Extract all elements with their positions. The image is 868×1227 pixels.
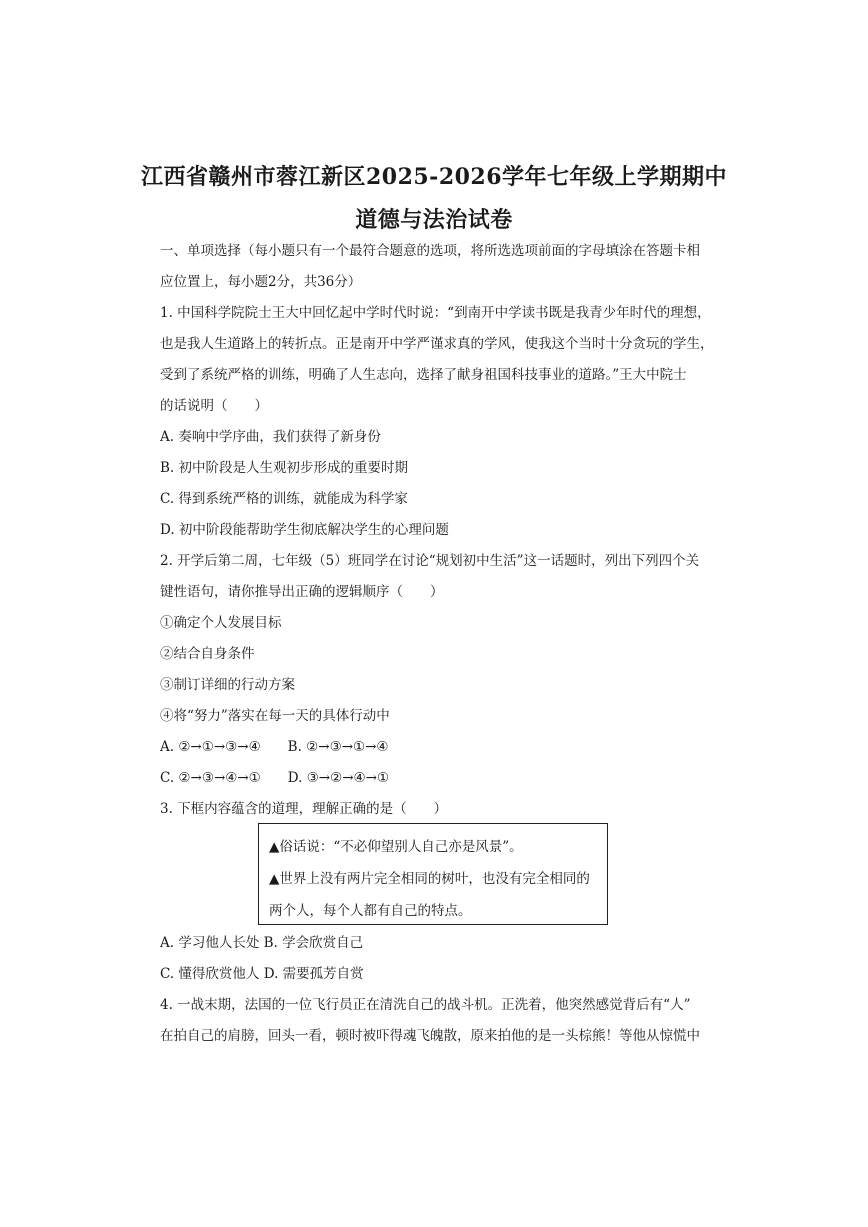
q2-item-2: ②结合自身条件: [160, 646, 255, 662]
q1-option-c: C. 得到系统严格的训练，就能成为科学家: [160, 491, 408, 507]
q1-stem-cont: 的话说明（ ）: [160, 398, 268, 414]
q3-box-line2: ▲世界上没有两片完全相同的树叶，也没有完全相同的: [269, 871, 590, 887]
q2-item-3: ③制订详细的行动方案: [160, 677, 295, 693]
q2-stem: 2. 开学后第二周，七年级（5）班同学在讨论“规划初中生活”这一话题时，列出下列四个关: [160, 553, 700, 569]
q1-stem-cont: 也是我人生道路上的转折点。正是南开中学严谨求真的学风，使我这个当时十分贪玩的学生，: [160, 336, 714, 352]
q3-options-cd: C. 懂得欣赏他人 D. 需要孤芳自赏: [160, 966, 364, 982]
q4-stem-cont: 在拍自己的肩膀，回头一看，顿时被吓得魂飞魄散，原来拍他的是一头棕熊！等他从惊慌中: [160, 1028, 700, 1044]
exam-title-line1: 江西省赣州市蓉江新区2025-2026学年七年级上学期期中: [140, 164, 728, 190]
q2-options-ab: A. ②→①→③→④ B. ②→③→①→④: [160, 739, 389, 755]
section-heading-cont: 应位置上，每小题2分，共36分）: [160, 274, 362, 290]
q3-stem: 3. 下框内容蕴含的道理，理解正确的是（ ）: [160, 801, 448, 817]
exam-title-line2: 道德与法治试卷: [355, 207, 513, 233]
q1-option-a: A. 奏响中学序曲，我们获得了新身份: [160, 429, 381, 445]
q1-stem: 1. 中国科学院院士王大中回忆起中学时代时说：“到南开中学读书既是我青少年时代的理想，: [160, 305, 711, 321]
q1-stem-cont: 受到了系统严格的训练，明确了人生志向，选择了献身祖国科技事业的道路。”王大中院士: [160, 367, 687, 383]
section-heading: 一、单项选择（每小题只有一个最符合题意的选项，将所选选项前面的字母填涂在答题卡相: [160, 243, 700, 259]
q2-stem-cont: 键性语句，请你推导出正确的逻辑顺序（ ）: [160, 584, 444, 600]
q3-box-line1: ▲俗话说：“不必仰望别人自己亦是风景”。: [269, 839, 523, 855]
q3-options-ab: A. 学习他人长处 B. 学会欣赏自己: [160, 935, 364, 951]
q4-stem: 4. 一战末期，法国的一位飞行员正在清洗自己的战斗机。正洗着，他突然感觉背后有“人”: [160, 997, 691, 1013]
q1-option-b: B. 初中阶段是人生观初步形成的重要时期: [160, 460, 409, 476]
q2-item-4: ④将“努力”落实在每一天的具体行动中: [160, 708, 390, 724]
q2-options-cd: C. ②→③→④→① D. ③→②→④→①: [160, 770, 390, 786]
q3-box-line3: 两个人，每个人都有自己的特点。: [269, 903, 472, 919]
q2-item-1: ①确定个人发展目标: [160, 615, 282, 631]
q3-quote-box: [258, 823, 608, 925]
q1-option-d: D. 初中阶段能帮助学生彻底解决学生的心理问题: [160, 522, 449, 538]
